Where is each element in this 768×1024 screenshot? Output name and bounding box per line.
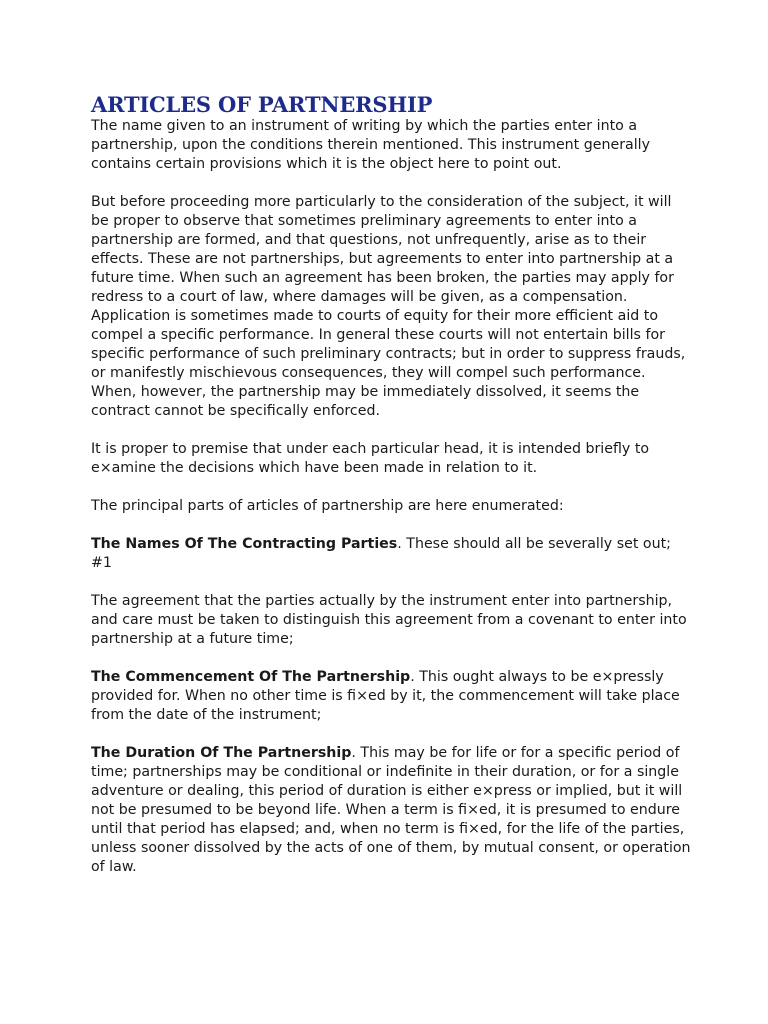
text-commencement: . This ought always to be e×pressly provided for. When no other time is fi×ed by it, the commencement will take place from the date of the instrument; <box>91 669 680 723</box>
paragraph-agreement: The agreement that the parties actually by the instrument enter into partnership, and care must be taken to distinguish this agreement from a covenant to enter into partnership at a future time; <box>91 593 687 647</box>
heading-commencement: The Commencement Of The Partnership <box>91 669 411 685</box>
text-names-of-parties: . These should all be severally set out; #1 <box>91 536 671 571</box>
document-title: ARTICLES OF PARTNERSHIP <box>91 92 433 117</box>
paragraph-premise: It is proper to premise that under each particular head, it is intended briefly to e×amine the decisions which have been made in relation to it. <box>91 441 650 476</box>
paragraph-commencement <box>91 668 691 725</box>
text-duration: . This may be for life or for a specific period of time; partnerships may be conditional or indefinite in their duration, or for a single adventure or dealing, this period of duration is either e×press or implied, but it will not be presumed to be beyond life. When a term is fi×ed, it is presumed to endure until that period has elapsed; and, when no term is fi×ed, for the life of the parties, unless sooner dissolved by the acts of one of them, by mutual consent, or operation of law. <box>91 745 691 875</box>
paragraph-principal-parts: The principal parts of articles of partnership are here enumerated: <box>91 498 564 514</box>
heading-names-of-parties: The Names Of The Contracting Parties <box>91 536 398 552</box>
paragraph-preliminary-agreements: But before proceeding more particularly to the consideration of the subject, it will be proper to observe that sometimes preliminary agreements to enter into a partnership are formed, and that questions, not unfrequently, arise as to their effects. These are not partnerships, but agreements to enter into partnership at a future time. When such an agreement has been broken, the parties may apply for redress to a court of law, where damages will be given, as a compensation. Application is sometimes made to courts of equity for their more efficient aid to compel a specific performance. In general these courts will not entertain bills for specific performance of such preliminary contracts; but in order to suppress frauds, or manifestly mischievous consequences, they will compel such performance. When, however, the partnership may be immediately dissolved, it seems the contract cannot be specifically enforced. <box>91 194 686 419</box>
paragraph-duration <box>91 744 691 877</box>
heading-duration: The Duration Of The Partnership <box>91 745 352 761</box>
paragraph-intro: The name given to an instrument of writing by which the parties enter into a partnership, upon the conditions therein mentioned. This instrument generally contains certain provisions which it is the object here to point out. <box>91 118 651 172</box>
document-page <box>91 92 691 896</box>
paragraph-names-of-parties <box>91 535 691 573</box>
